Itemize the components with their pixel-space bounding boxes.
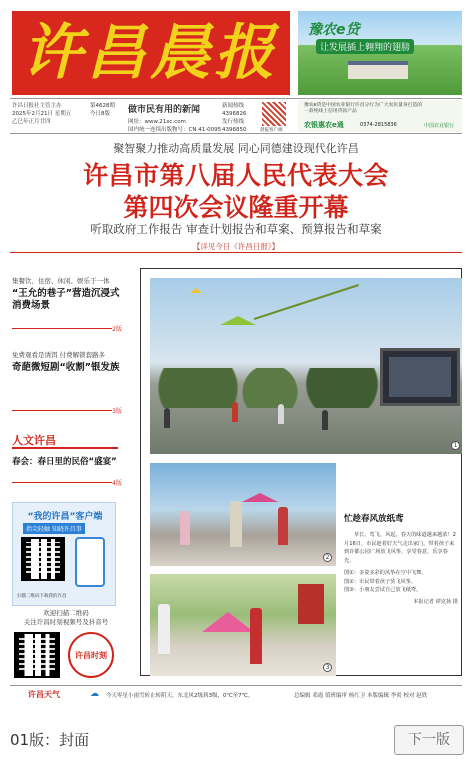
- cn-number: 国内统一连续出版物号：CN 41-0095: [128, 127, 222, 133]
- bank-ad-strip[interactable]: [298, 100, 462, 132]
- newspaper-logo: [12, 11, 290, 95]
- douyin-logo[interactable]: [68, 632, 114, 678]
- teaser-title[interactable]: 春会：春日里的民俗“盛宴”: [12, 457, 117, 467]
- website-info: [128, 117, 221, 133]
- kite-photo-3[interactable]: [150, 574, 336, 676]
- divider: [10, 252, 462, 253]
- section-title: 人文许昌: [12, 434, 56, 447]
- newspaper-page: [10, 8, 462, 701]
- scan-line: 关注许昌时刻视频号及抖音号: [23, 618, 109, 626]
- masthead: [10, 8, 462, 96]
- app-qr-code[interactable]: [262, 102, 286, 126]
- person: [180, 511, 190, 545]
- kite-photo-1[interactable]: [150, 278, 462, 454]
- distribution-hotline-label: 发行热线: [222, 119, 245, 125]
- caption-author: 本报记者 谭克扬 摄: [413, 598, 458, 605]
- app-ad-subtitle: 指尖轻触 知晓许昌事: [23, 523, 85, 534]
- photo-number: 3: [323, 663, 332, 672]
- bank-ad-phone: 0374-2815836: [360, 122, 397, 128]
- section-bar: [12, 447, 118, 449]
- led-screen: [380, 348, 460, 406]
- slogan: 做市民有用的新闻: [128, 105, 201, 115]
- app-ad[interactable]: [12, 502, 116, 606]
- bank-name: 中国农业银行: [424, 123, 455, 129]
- person: [232, 402, 238, 422]
- scan-text: [12, 609, 120, 627]
- logo-text: 许昌晨报: [22, 18, 278, 88]
- headline-line-1[interactable]: 许昌市第八届人民代表大会: [82, 161, 389, 190]
- editor-credits: 总编辑 邓霞 值班编审 杨红卫 本版编辑 李炎 校对 赵欣: [294, 693, 428, 699]
- app-qr-code[interactable]: [21, 537, 65, 581]
- edition-nav: [0, 701, 472, 764]
- issue-info: [90, 102, 115, 118]
- news-hotline-label: 新闻热线: [222, 103, 245, 109]
- teaser-title[interactable]: “王允的巷子”营造沉浸式消费场景: [12, 288, 120, 311]
- teaser-kicker: 集餐饮、住宿、休闲、娱乐于一体: [12, 277, 110, 285]
- teaser-item[interactable]: [12, 276, 120, 312]
- person: [158, 604, 170, 654]
- page-footer: [10, 685, 462, 701]
- current-edition: 01版：封面: [10, 731, 90, 749]
- cloud-icon: ☁: [90, 689, 99, 699]
- page-ref[interactable]: 3版: [112, 408, 122, 415]
- caption-body: 草长、莺飞、风起，春天的味道越来越浓！2月16日，市民趁着好天气走出家门，带着孩子来到许都公园广场放飞风筝，享受春意，乐享春光。: [344, 532, 456, 564]
- lunar-date-line: 乙巳年正月廿四: [12, 119, 51, 125]
- page-ref[interactable]: 4版: [112, 480, 122, 487]
- person: [278, 404, 284, 424]
- kite-icon: [190, 288, 202, 293]
- teaser-kicker: 免费观看是诱饵 付费解锁套路多: [12, 351, 106, 359]
- person: [230, 501, 242, 547]
- next-page-button[interactable]: 下一版: [394, 725, 464, 755]
- publisher-line: 许昌日报社主管主办: [12, 103, 62, 109]
- teaser-title[interactable]: 奇葩微短剧“收割”银发族: [12, 362, 120, 373]
- app-ad-title: “我的许昌”客户端: [27, 512, 103, 522]
- caption-list: [344, 569, 458, 595]
- scan-line: 欢迎扫描二维码: [43, 609, 89, 617]
- caption-list-item: 图②：市民带着孩子放飞风筝。: [344, 578, 417, 585]
- kite-icon: [242, 493, 278, 502]
- kite-tail: [254, 284, 359, 320]
- headline-subhead: 听取政府工作报告 审查计划报告和草案、预算报告和草案: [90, 222, 382, 236]
- photo-number: 1: [451, 441, 460, 450]
- distribution-hotline-number: 4396850: [222, 127, 247, 133]
- headline-kicker: 聚智聚力推动高质量发展 同心同德建设现代化许昌: [113, 142, 359, 155]
- red-lantern-stand: [298, 584, 324, 624]
- trees: [150, 368, 390, 408]
- phone-icon: [75, 537, 105, 587]
- teaser-item[interactable]: [12, 350, 120, 374]
- bank-ad-label: 农银惠农e通: [304, 121, 344, 129]
- page-count: 今日8版: [90, 111, 110, 117]
- photo-number: 2: [323, 553, 332, 562]
- kite-photo-2[interactable]: [150, 463, 336, 566]
- weather-title: 许昌天气: [28, 690, 60, 699]
- app-ad-footer: 扫描二维码下载我的许昌: [17, 594, 67, 599]
- issue-number: 第4628期: [90, 103, 115, 109]
- caption-title[interactable]: 忙趁春风放纸鸢: [344, 514, 404, 524]
- header-ad-title: 豫农e贷: [308, 22, 360, 38]
- divider: [12, 328, 112, 329]
- header-ad[interactable]: [298, 11, 462, 95]
- kite-icon: [220, 316, 256, 325]
- page-ref[interactable]: 2版: [112, 326, 122, 333]
- hotlines: [222, 102, 247, 134]
- header-ad-subtitle: 让发展插上翱翔的翅膀: [316, 39, 414, 54]
- person: [322, 410, 328, 430]
- divider: [12, 410, 112, 411]
- farmhouse-image: [348, 61, 408, 79]
- video-qr-code[interactable]: [14, 632, 60, 678]
- publisher-info: [12, 102, 71, 126]
- app-qr-label: 晨报客户端: [260, 128, 283, 133]
- douyin-logo-text: 许昌时刻: [75, 651, 107, 660]
- photo-caption: [344, 512, 458, 605]
- divider: [12, 482, 112, 483]
- caption-list-item: 图③：小朋友尝试自己放飞纸鸢。: [344, 587, 422, 593]
- person: [278, 507, 288, 545]
- weather-text: 今天零星小雨雪转止转阴天，东北风2级到3级，0℃至7℃。: [106, 693, 254, 699]
- kite-icon: [202, 612, 254, 632]
- headline-line-2[interactable]: 第四次会议隆重开幕: [123, 193, 349, 222]
- bank-ad-text: 豫农e贷是中国农业银行许昌分行为广大农民量身打造的一款纯线上信用贷款产品: [304, 103, 423, 114]
- left-column: [10, 266, 122, 686]
- person: [164, 408, 170, 428]
- date-line: 2025年2月21日 星期五: [12, 111, 72, 117]
- person: [250, 608, 262, 664]
- caption-list-item: 图①：多姿多彩的风筝在空中飞舞。: [344, 570, 427, 576]
- teaser-item[interactable]: [12, 456, 120, 468]
- website-url[interactable]: 网址：www.21xc.com: [128, 119, 186, 125]
- see-also-note: 【详见今日《许昌日报》】: [192, 242, 280, 251]
- news-hotline-number: 4396826: [222, 111, 247, 117]
